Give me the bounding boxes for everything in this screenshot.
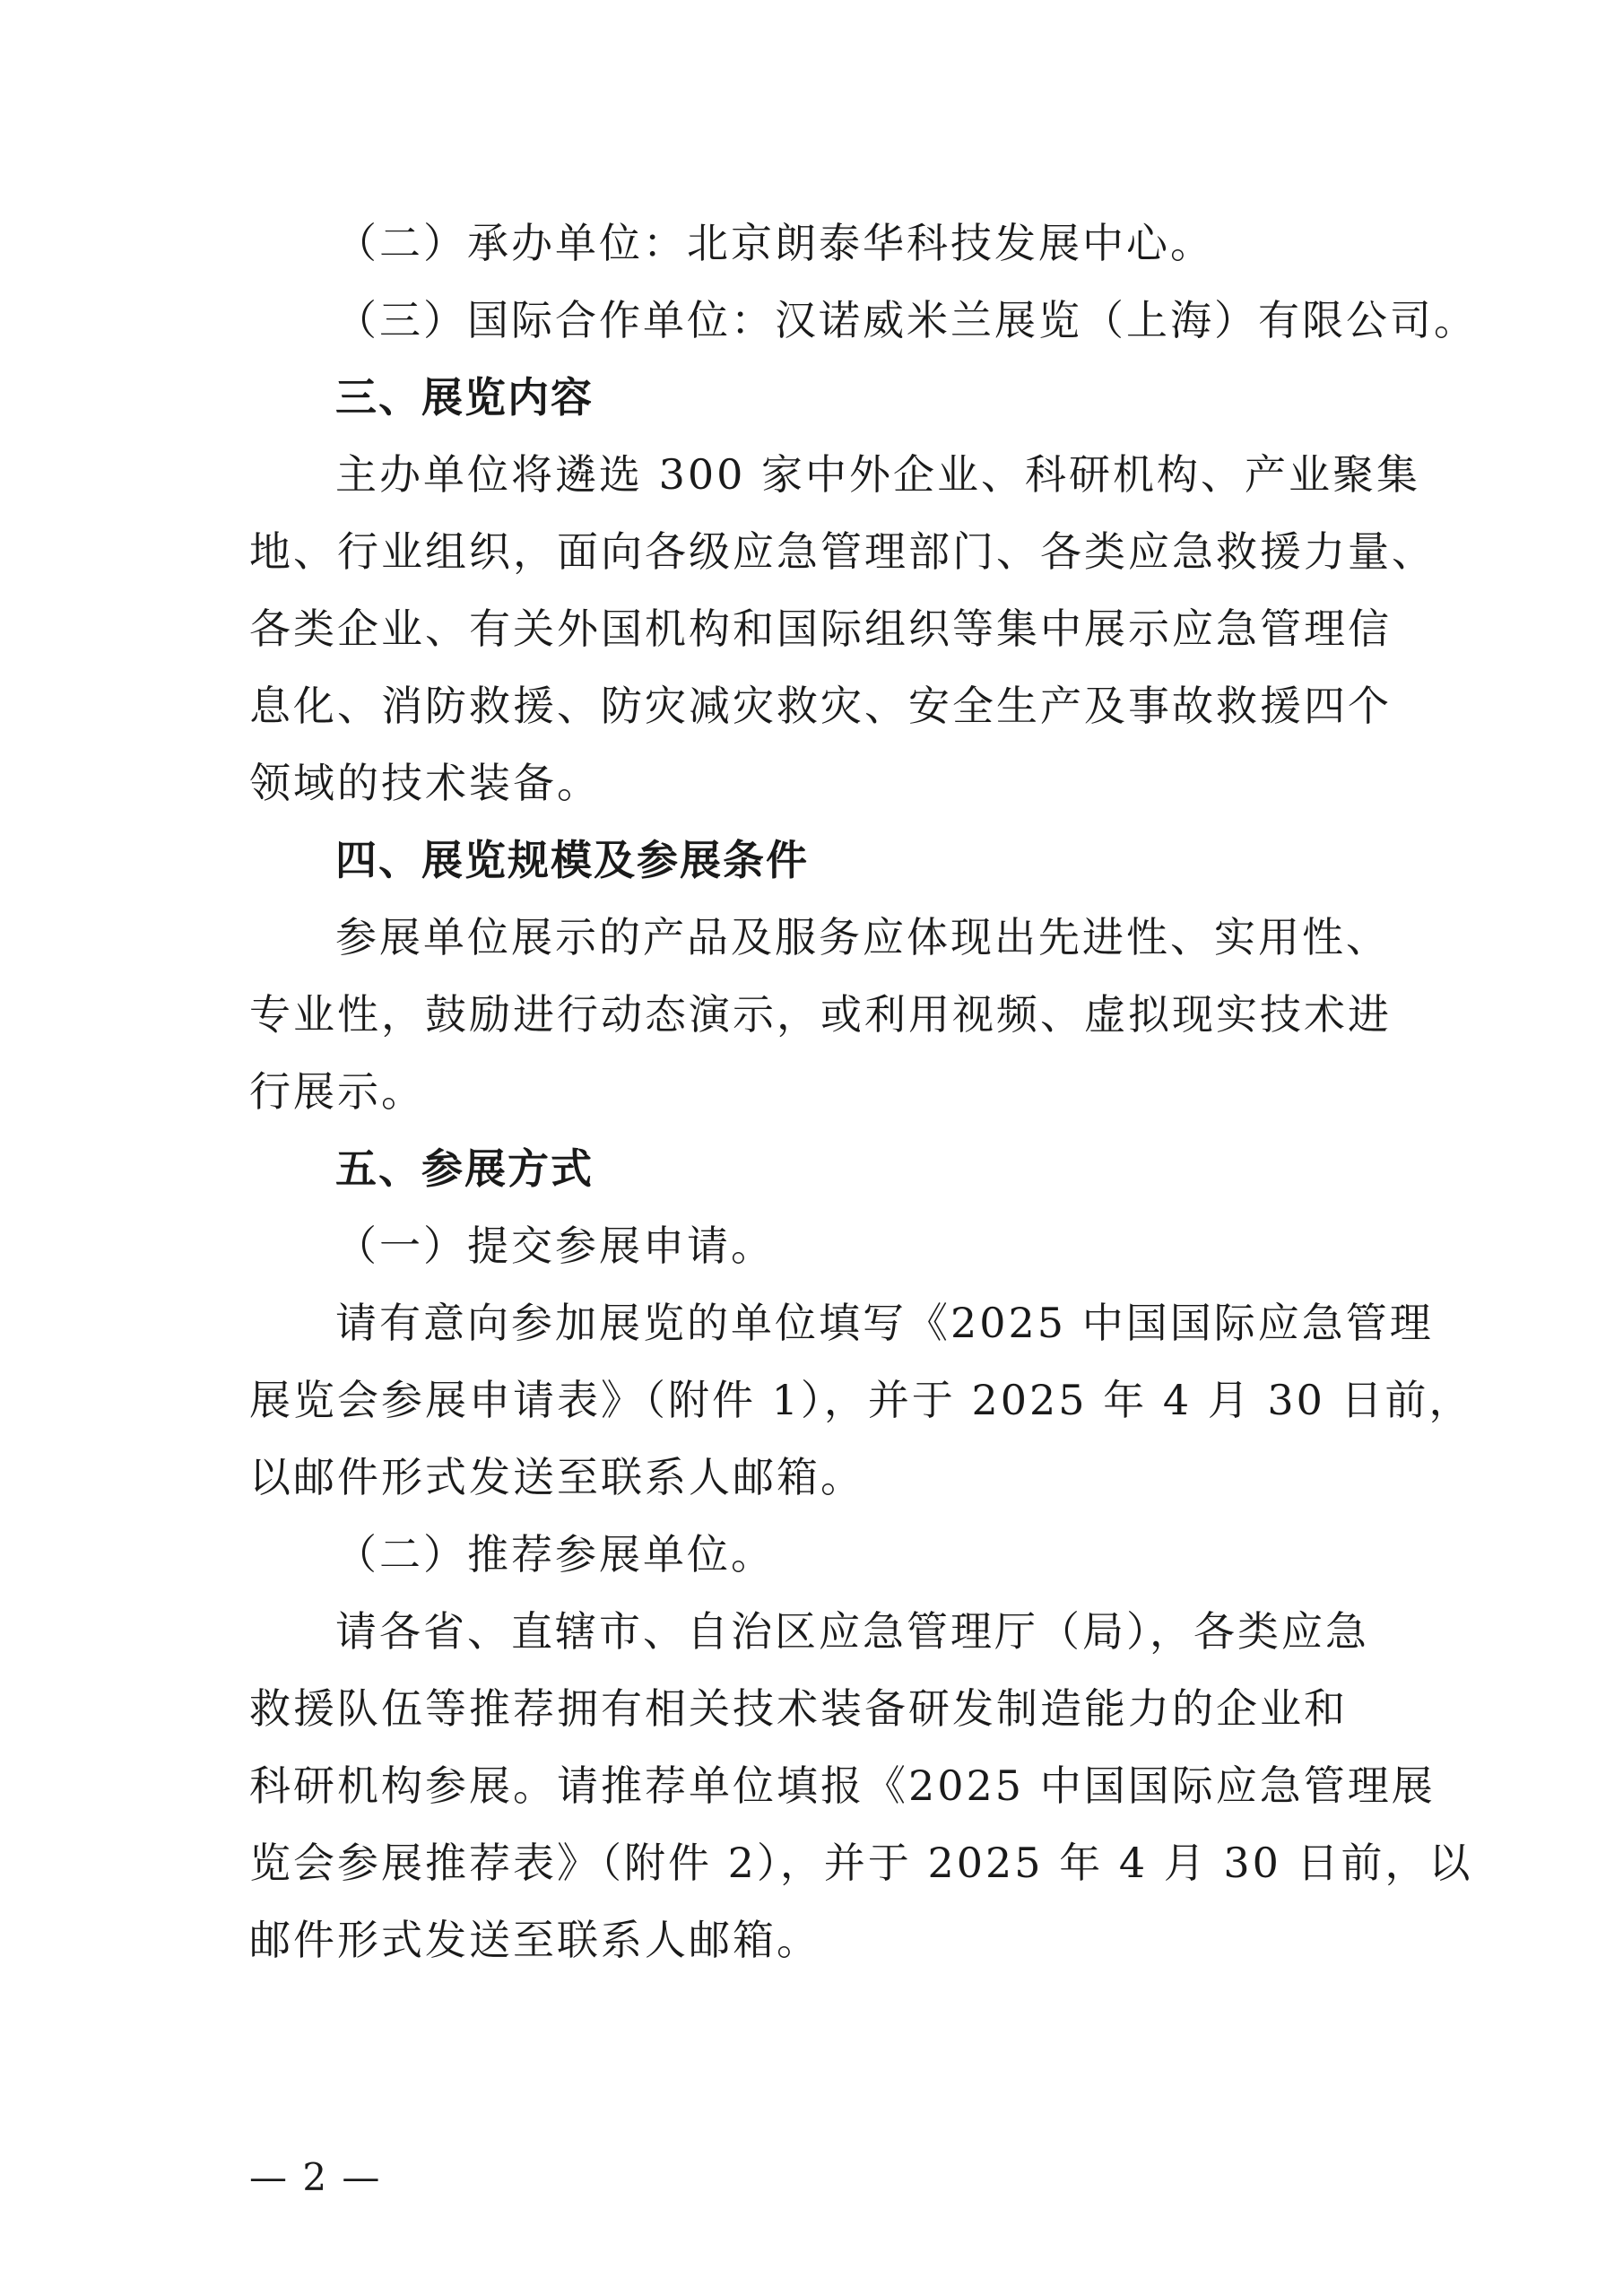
paragraph-line: 息化、消防救援、防灾减灾救灾、安全生产及事故救援四个: [249, 682, 1392, 730]
section-heading-scale-conditions: 四、展览规模及参展条件: [335, 836, 809, 884]
paragraph-line: 地、行业组织，面向各级应急管理部门、各类应急救援力量、: [249, 527, 1436, 576]
paragraph-line: 览会参展推荐表》（附件 2），并于 2025 年 4 月 30 日前，以: [249, 1839, 1473, 1887]
paragraph-line: 请各省、直辖市、自治区应急管理厅（局），各类应急: [335, 1607, 1369, 1656]
subheading-recommend-exhibitors: （二）推荐参展单位。: [335, 1530, 775, 1578]
paragraph-line: 救援队伍等推荐拥有相关技术装备研发制造能力的企业和: [249, 1684, 1348, 1733]
section-heading-participation-method: 五、参展方式: [335, 1144, 594, 1193]
page-number: — 2 —: [249, 2155, 382, 2199]
paragraph-line: 领域的技术装备。: [249, 759, 601, 807]
paragraph-line: 各类企业、有关外国机构和国际组织等集中展示应急管理信: [249, 604, 1392, 653]
document-body: [249, 204, 1478, 1979]
paragraph-organizer: （二）承办单位：北京朗泰华科技发展中心。: [335, 219, 1214, 267]
paragraph-line: 请有意向参加展览的单位填写《2025 中国国际应急管理: [335, 1299, 1434, 1347]
paragraph-line: 参展单位展示的产品及服务应体现出先进性、实用性、: [335, 913, 1390, 961]
subheading-submit-application: （一）提交参展申请。: [335, 1222, 775, 1270]
paragraph-line: 邮件形式发送至联系人邮箱。: [249, 1916, 820, 1964]
paragraph-line: 科研机构参展。请推荐单位填报《2025 中国国际应急管理展: [249, 1761, 1436, 1810]
paragraph-line: 主办单位将遴选 300 家中外企业、科研机构、产业聚集: [335, 450, 1421, 499]
paragraph-line: 以邮件形式发送至联系人邮箱。: [249, 1453, 864, 1501]
section-heading-exhibition-content: 三、展览内容: [335, 373, 594, 422]
paragraph-line: 专业性，鼓励进行动态演示，或利用视频、虚拟现实技术进: [249, 990, 1392, 1039]
paragraph-line: 展览会参展申请表》（附件 1），并于 2025 年 4 月 30 日前，: [249, 1376, 1473, 1424]
paragraph-international-partner: （三）国际合作单位：汉诺威米兰展览（上海）有限公司。: [335, 296, 1478, 344]
paragraph-line: 行展示。: [249, 1067, 425, 1116]
